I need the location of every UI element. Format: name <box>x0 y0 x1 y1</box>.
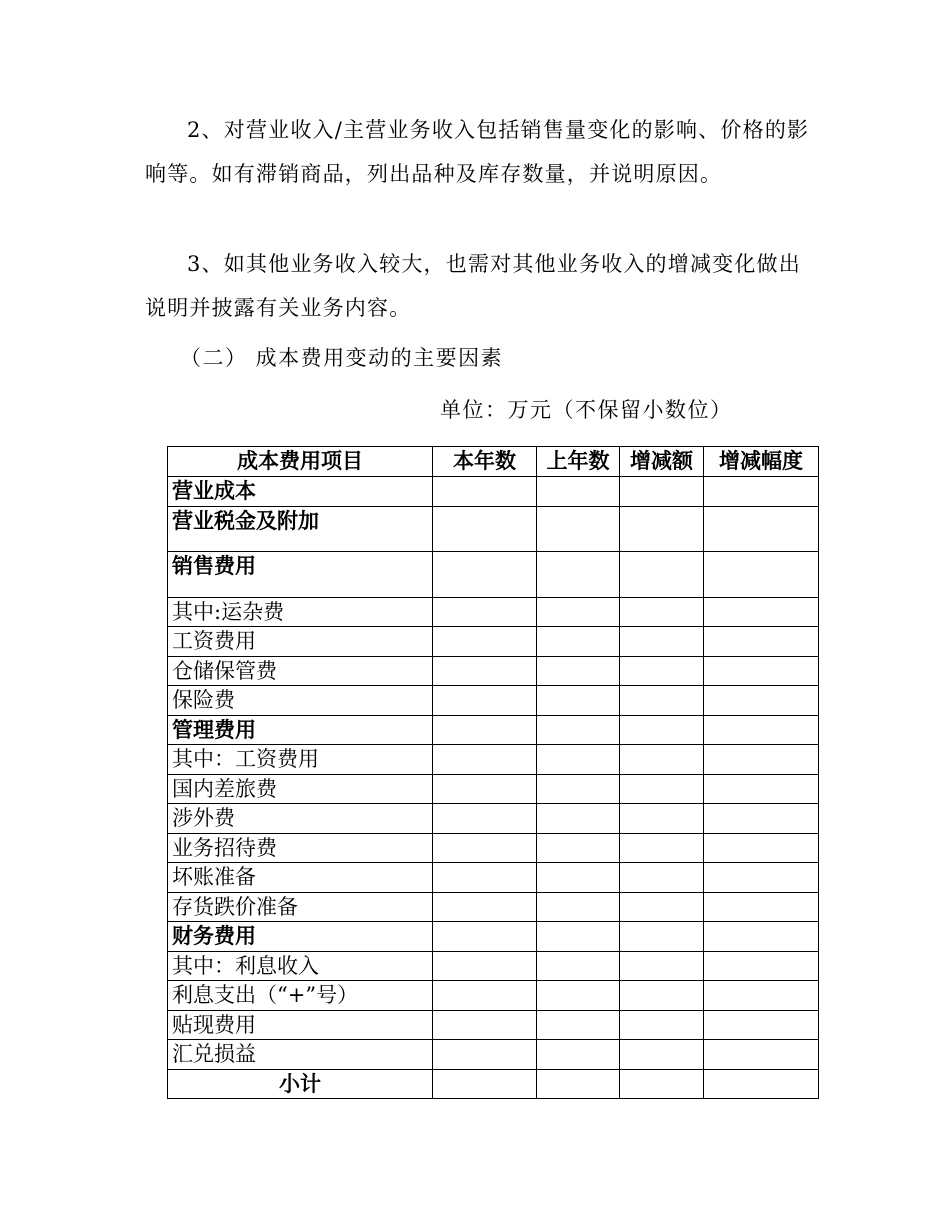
value-cell <box>433 951 537 981</box>
value-cell <box>433 597 537 627</box>
value-cell <box>704 981 819 1011</box>
value-cell <box>620 597 704 627</box>
table-row <box>168 1010 819 1040</box>
value-cell <box>433 922 537 952</box>
table-row <box>168 804 819 834</box>
value-cell <box>433 1040 537 1070</box>
value-cell <box>433 1069 537 1099</box>
value-cell <box>433 686 537 716</box>
table-row <box>168 745 819 775</box>
value-cell <box>620 1040 704 1070</box>
row-label: 仓储保管费 <box>168 656 433 686</box>
value-cell <box>433 506 537 552</box>
table-body <box>168 477 819 1099</box>
value-cell <box>620 774 704 804</box>
table-row <box>168 506 819 552</box>
value-cell <box>704 715 819 745</box>
value-cell <box>620 1069 704 1099</box>
value-cell <box>537 892 620 922</box>
row-label: 利息支出（“+”号） <box>168 981 433 1011</box>
table-row <box>168 552 819 598</box>
value-cell <box>537 1010 620 1040</box>
value-cell <box>433 833 537 863</box>
table-row <box>168 922 819 952</box>
value-cell <box>537 745 620 775</box>
row-label: 工资费用 <box>168 627 433 657</box>
paragraph-revenue-impact <box>145 108 820 196</box>
value-cell <box>433 745 537 775</box>
column-header: 上年数 <box>537 447 620 477</box>
subtotal-row <box>168 1069 819 1099</box>
value-cell <box>704 506 819 552</box>
value-cell <box>433 1010 537 1040</box>
value-cell <box>433 552 537 598</box>
value-cell <box>433 981 537 1011</box>
table-row <box>168 774 819 804</box>
value-cell <box>537 686 620 716</box>
value-cell <box>704 686 819 716</box>
value-cell <box>704 922 819 952</box>
value-cell <box>704 656 819 686</box>
value-cell <box>537 627 620 657</box>
value-cell <box>433 715 537 745</box>
value-cell <box>620 1010 704 1040</box>
value-cell <box>537 833 620 863</box>
value-cell <box>537 597 620 627</box>
value-cell <box>433 774 537 804</box>
row-label: 汇兑损益 <box>168 1040 433 1070</box>
unit-note: 单位：万元（不保留小数位） <box>440 398 733 422</box>
table-row <box>168 892 819 922</box>
table-row <box>168 686 819 716</box>
row-label: 贴现费用 <box>168 1010 433 1040</box>
value-cell <box>537 774 620 804</box>
value-cell <box>704 863 819 893</box>
paragraph-text: 3、如其他业务收入较大，也需对其他业务收入的增减变化做出说明并披露有关业务内容。 <box>145 252 801 320</box>
value-cell <box>537 863 620 893</box>
value-cell <box>704 745 819 775</box>
table-row <box>168 715 819 745</box>
value-cell <box>537 922 620 952</box>
value-cell <box>704 833 819 863</box>
value-cell <box>620 715 704 745</box>
value-cell <box>433 863 537 893</box>
value-cell <box>433 656 537 686</box>
value-cell <box>433 892 537 922</box>
row-label: 业务招待费 <box>168 833 433 863</box>
value-cell <box>537 715 620 745</box>
value-cell <box>620 981 704 1011</box>
table-row <box>168 597 819 627</box>
column-header: 增减额 <box>620 447 704 477</box>
value-cell <box>620 922 704 952</box>
value-cell <box>620 892 704 922</box>
value-cell <box>704 477 819 507</box>
paragraph-text: 2、对营业收入/主营业务收入包括销售量变化的影响、价格的影响等。如有滞销商品，列出品种及库存数量，并说明原因。 <box>145 118 810 186</box>
value-cell <box>620 477 704 507</box>
value-cell <box>620 863 704 893</box>
value-cell <box>620 804 704 834</box>
value-cell <box>704 1010 819 1040</box>
row-label: 营业成本 <box>168 477 433 507</box>
value-cell <box>537 951 620 981</box>
column-header: 本年数 <box>433 447 537 477</box>
value-cell <box>620 656 704 686</box>
column-header: 成本费用项目 <box>168 447 433 477</box>
value-cell <box>620 506 704 552</box>
cost-expense-table <box>167 446 819 1099</box>
value-cell <box>704 552 819 598</box>
value-cell <box>537 1069 620 1099</box>
table-row <box>168 951 819 981</box>
section-title: （二） 成本费用变动的主要因素 <box>180 346 504 370</box>
row-label: 国内差旅费 <box>168 774 433 804</box>
row-label: 坏账准备 <box>168 863 433 893</box>
value-cell <box>704 804 819 834</box>
table-row <box>168 833 819 863</box>
value-cell <box>537 552 620 598</box>
row-label: 销售费用 <box>168 552 433 598</box>
value-cell <box>620 951 704 981</box>
row-label: 其中：工资费用 <box>168 745 433 775</box>
value-cell <box>433 627 537 657</box>
row-label: 财务费用 <box>168 922 433 952</box>
value-cell <box>620 686 704 716</box>
row-label: 营业税金及附加 <box>168 506 433 552</box>
value-cell <box>704 892 819 922</box>
row-label: 其中：利息收入 <box>168 951 433 981</box>
row-label: 存货跌价准备 <box>168 892 433 922</box>
value-cell <box>704 627 819 657</box>
table-row <box>168 477 819 507</box>
row-label: 管理费用 <box>168 715 433 745</box>
value-cell <box>620 833 704 863</box>
table-row <box>168 627 819 657</box>
row-label: 保险费 <box>168 686 433 716</box>
value-cell <box>537 981 620 1011</box>
table-row <box>168 656 819 686</box>
value-cell <box>620 627 704 657</box>
table-row <box>168 863 819 893</box>
value-cell <box>704 951 819 981</box>
value-cell <box>433 804 537 834</box>
table-row <box>168 1040 819 1070</box>
value-cell <box>537 477 620 507</box>
column-header: 增减幅度 <box>704 447 819 477</box>
table-header-row <box>168 447 819 477</box>
value-cell <box>537 506 620 552</box>
value-cell <box>704 1040 819 1070</box>
value-cell <box>704 597 819 627</box>
row-label: 涉外费 <box>168 804 433 834</box>
table-row <box>168 981 819 1011</box>
value-cell <box>620 552 704 598</box>
value-cell <box>620 745 704 775</box>
value-cell <box>704 774 819 804</box>
row-label: 其中:运杂费 <box>168 597 433 627</box>
value-cell <box>433 477 537 507</box>
value-cell <box>537 656 620 686</box>
value-cell <box>704 1069 819 1099</box>
value-cell <box>537 1040 620 1070</box>
subtotal-label: 小计 <box>168 1069 433 1099</box>
value-cell <box>537 804 620 834</box>
paragraph-other-revenue <box>145 242 820 330</box>
